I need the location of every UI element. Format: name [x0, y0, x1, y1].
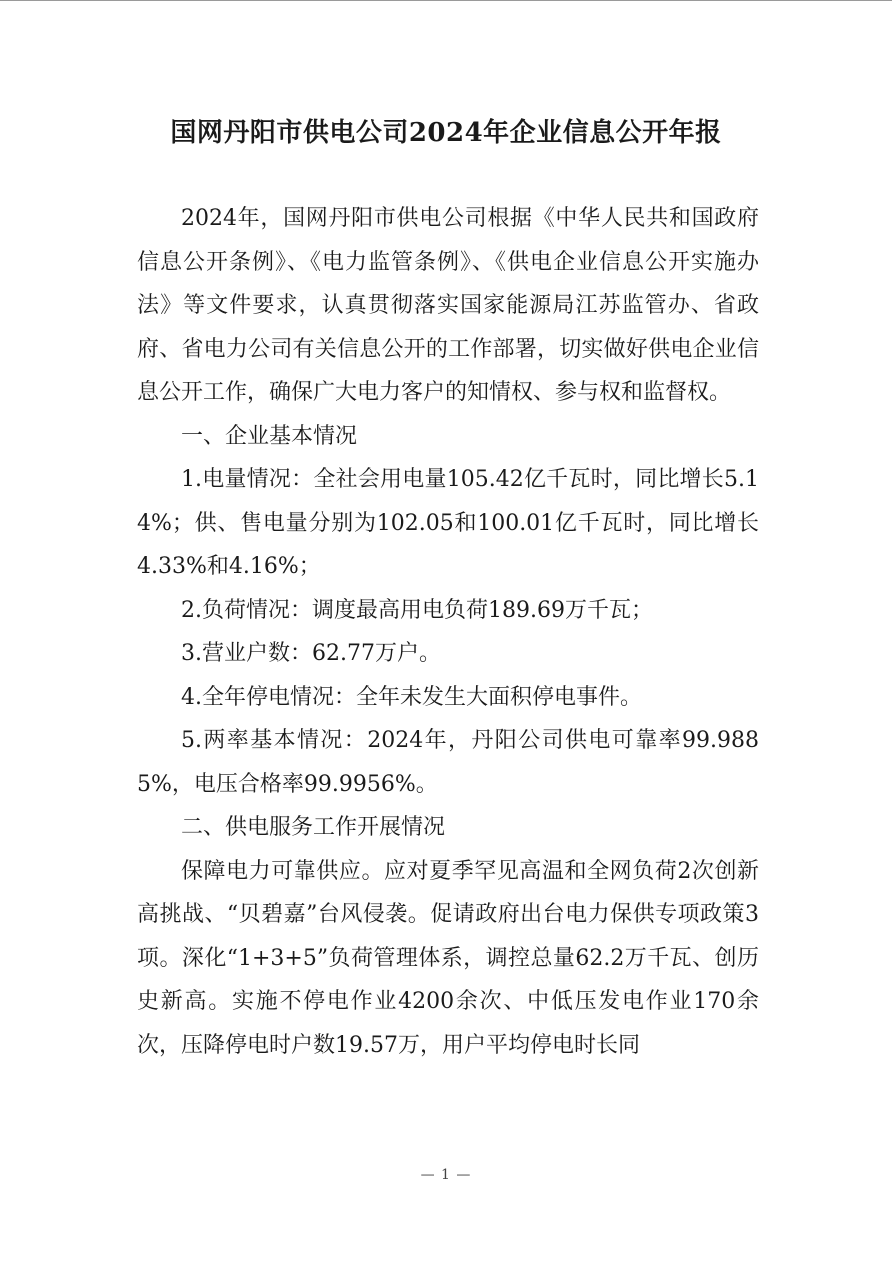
item-outage: 4.全年停电情况：全年未发生大面积停电事件。 — [181, 684, 642, 710]
item-customers: 3.营业户数：62.77万户。 — [181, 641, 441, 666]
item-rates: 5.两率基本情况：2024年，丹阳公司供电可靠率99.9885%，电压合格率99.9956%。 — [137, 728, 759, 797]
item-load: 2.负荷情况：调度最高用电负荷189.69万千瓦； — [181, 597, 653, 623]
intro-paragraph: 2024年，国网丹阳市供电公司根据《中华人民共和国政府信息公开条例》、《电力监管条例》、《供电企业信息公开实施办法》等文件要求，认真贯彻落实国家能源局江苏监管办、省政府、省电力公司有关信息公开的工作部署，切实做好供电企业信息公开工作，确保广大电力客户的知情权、参与权和监督权。 — [137, 206, 759, 405]
item-electricity: 1.电量情况：全社会用电量105.42亿千瓦时，同比增长5.14%；供、售电量分别为102.05和100.01亿千瓦时，同比增长4.33%和4.16%； — [137, 467, 759, 579]
service-paragraph: 保障电力可靠供应。应对夏季罕见高温和全网负荷2次创新高挑战、“贝碧嘉”台风侵袭。促请政府出台电力保供专项政策3项。深化“1+3+5”负荷管理体系，调控总量62.2万千瓦、创历史新高。实施不停电作业4200余次、中低压发电作业170余次，压降停电时户数19.57万，用户平均停电时长同 — [137, 858, 759, 1058]
section-heading-basic-info: 一、企业基本情况 — [181, 423, 358, 449]
document-title: 国网丹阳市供电公司2024年企业信息公开年报 — [170, 118, 722, 148]
page-number: — 1 — — [420, 1167, 472, 1183]
section-heading-service: 二、供电服务工作开展情况 — [181, 815, 446, 840]
document-body — [137, 197, 759, 1067]
